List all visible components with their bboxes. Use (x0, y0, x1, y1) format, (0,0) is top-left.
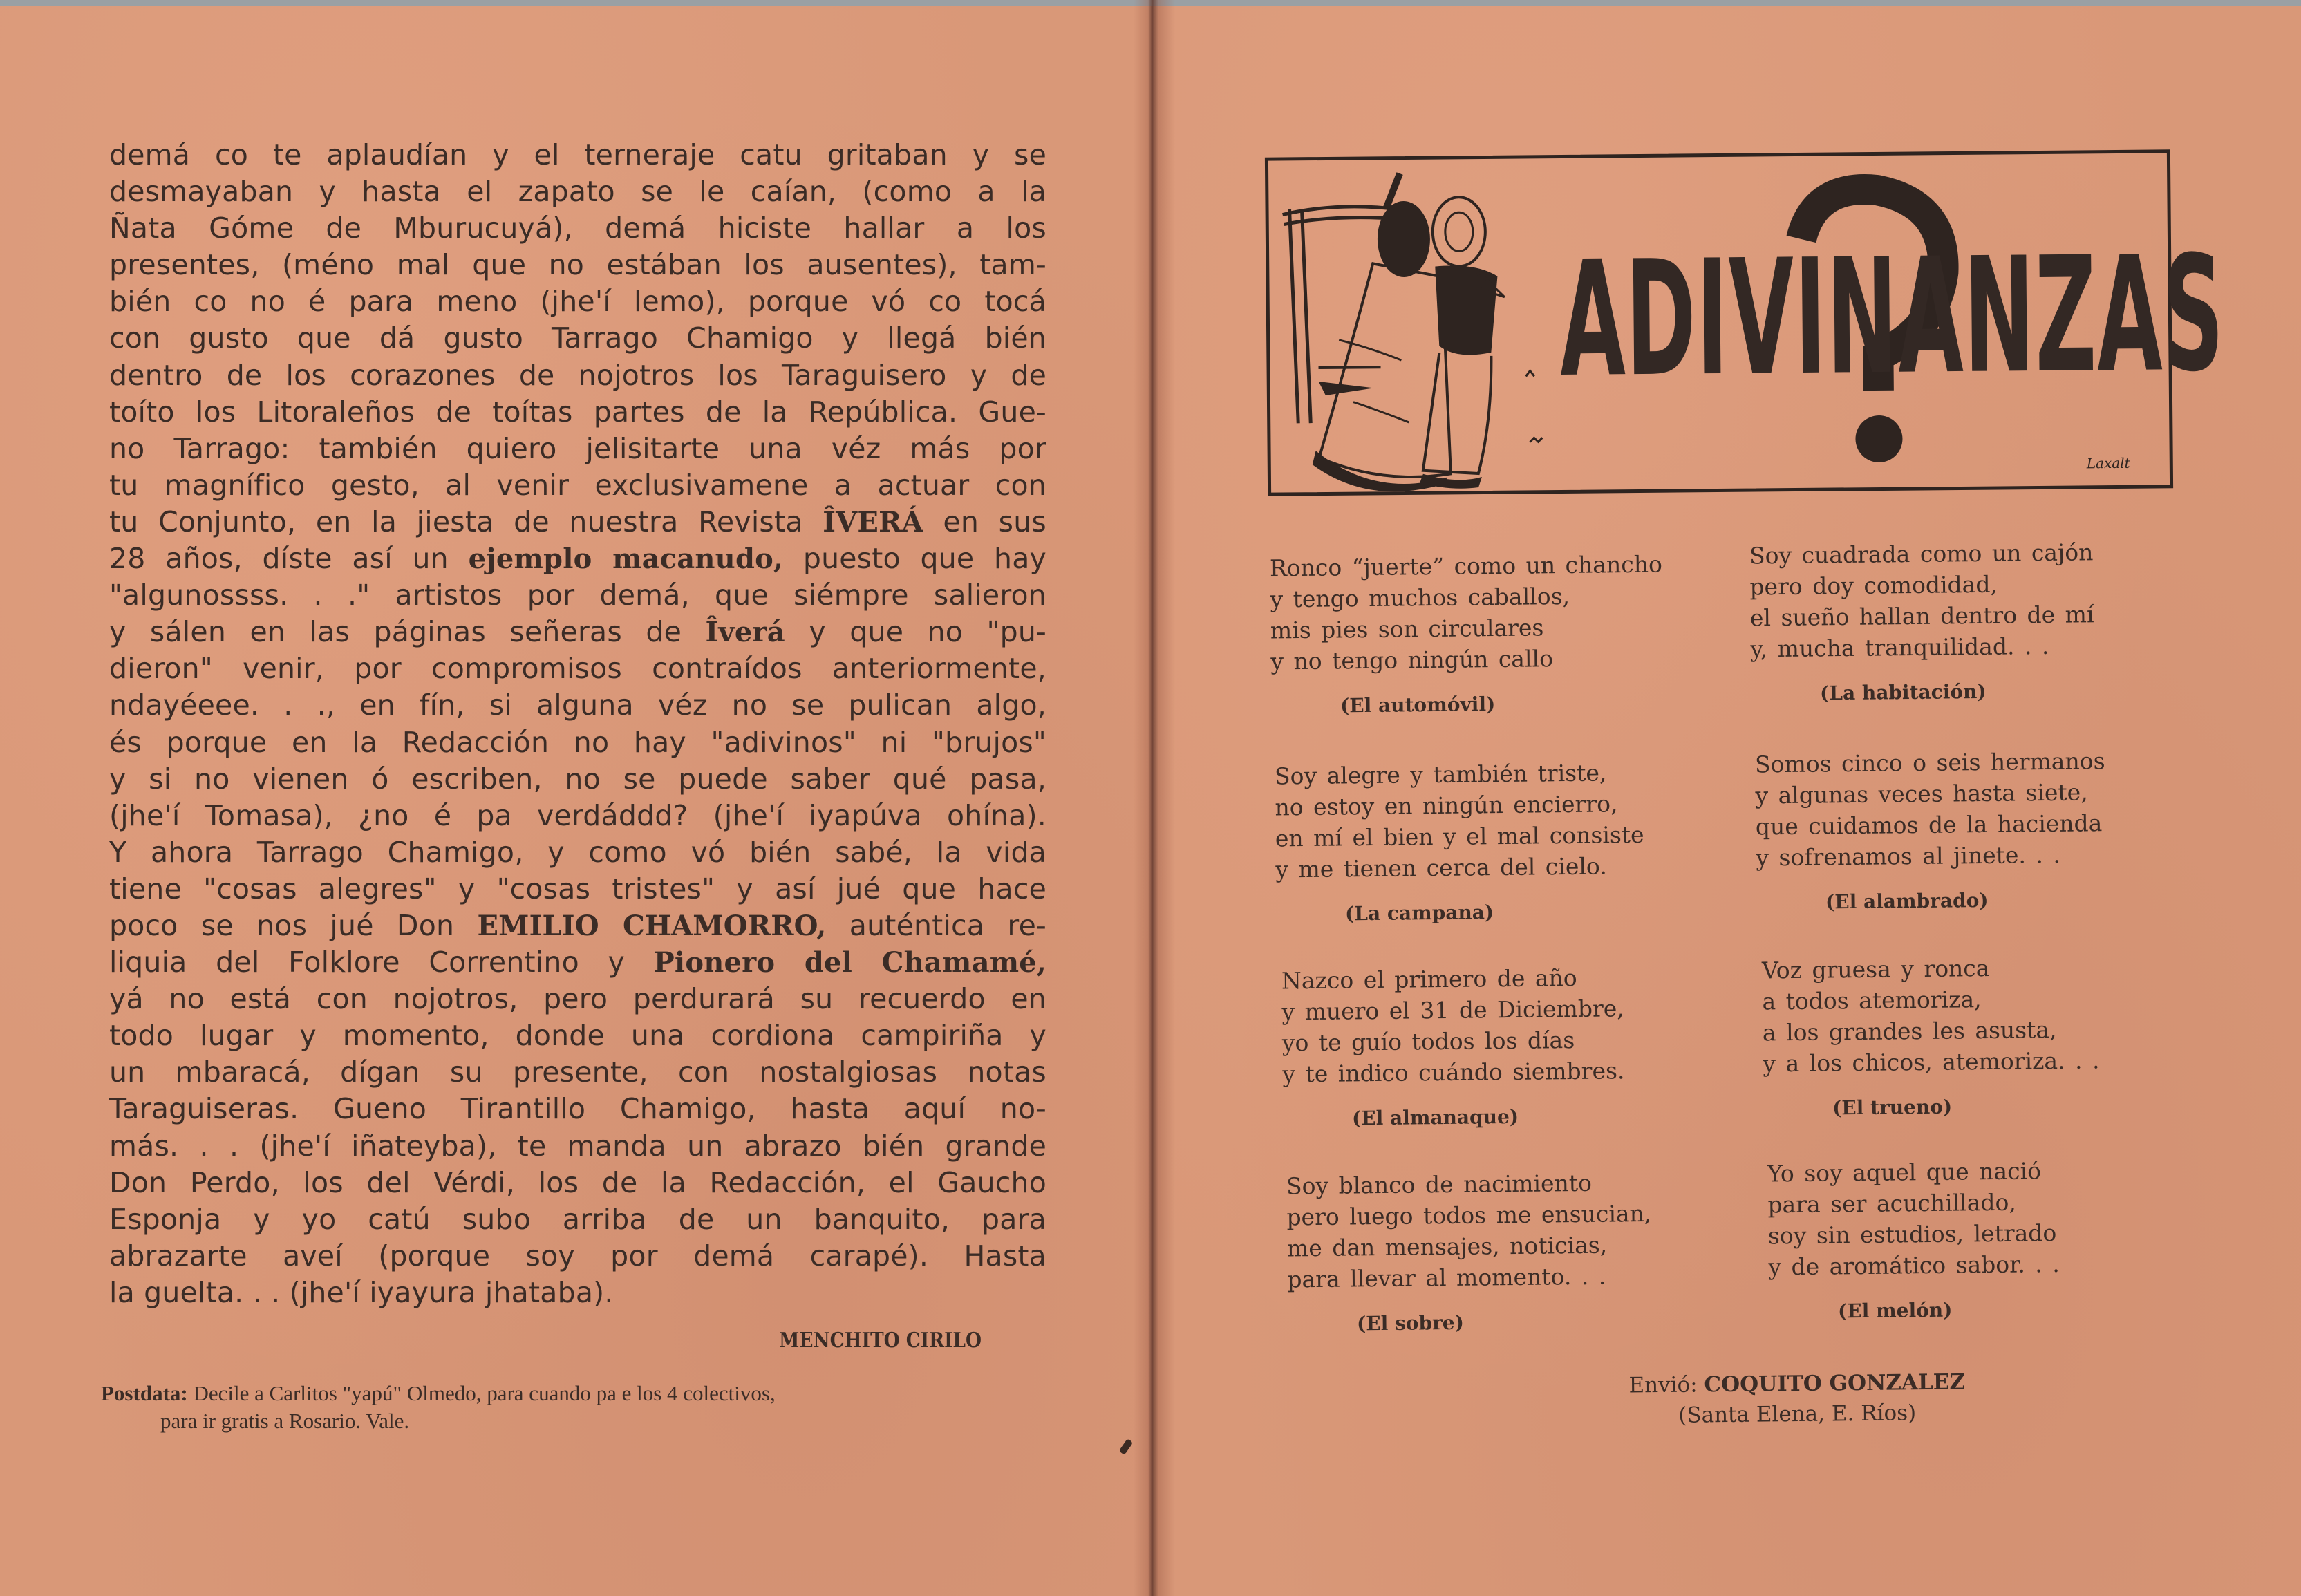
riddle-line: no estoy en ningún encierro, (1275, 790, 1618, 821)
riddle-answer: (La habitación) (1819, 679, 1987, 705)
article-line: Don Perdo, los del Vérdi, los de la Redacción, el Gaucho (109, 1165, 1046, 1199)
riddle-line: para llevar al momento. . . (1287, 1262, 1606, 1293)
riddle-line: Yo soy aquel que nació (1767, 1157, 2042, 1187)
riddle-answer: (El melón) (1837, 1298, 1953, 1323)
riddle (1275, 756, 1733, 930)
riddle-line: Voz gruesa y ronca (1761, 955, 1990, 984)
riddle-line: y te indico cuándo siembres. (1282, 1057, 1625, 1088)
credit-label: Envió: (1628, 1372, 1704, 1398)
article-line: ndayéeee. . ., en fín, si alguna véz no se pulican algo, (109, 688, 1046, 722)
riddle (1755, 744, 2213, 919)
article-line: un mbaracá, dígan su presente, con nostalgiosas notas (109, 1055, 1046, 1089)
text-run: poco se nos jué Don (109, 908, 478, 942)
riddle-line: y me tienen cerca del cielo. (1275, 852, 1607, 883)
article-line (109, 908, 1046, 944)
article-line: tiene "cosas alegres" y "cosas tristes" y así jué que hace (109, 872, 1046, 905)
article-line: Y ahora Tarrago Chamigo, y como vó bién sabé, la vida (109, 835, 1046, 869)
banner-title: ADIVINANZAS (1559, 222, 2226, 413)
riddle-line: y de aromático sabor. . . (1768, 1250, 2060, 1281)
riddle-line: Soy cuadrada como un cajón (1749, 538, 2094, 570)
riddle (1767, 1154, 2226, 1328)
riddle-line: y sofrenamos al jinete. . . (1756, 841, 2061, 872)
article-line: tu magnífico gesto, al venir exclusivamene a actuar con (109, 468, 1046, 502)
riddle-answer: (La campana) (1344, 901, 1494, 926)
adivinanzas-banner (1265, 149, 2226, 496)
text-run: en sus (923, 505, 1046, 538)
riddle-line: y no tengo ningún callo (1270, 645, 1554, 675)
author-signature: MENCHITO CIRILO (779, 1329, 982, 1353)
article-line: todo lugar y momento, donde una cordiona campiriña y (109, 1019, 1046, 1053)
title-bold: Pionero del Chamamé, (653, 946, 1046, 979)
article-line: presentes, (méno mal que no estában los ausentes), tam- (109, 248, 1046, 282)
article-line (109, 504, 1046, 541)
article-line: bién co no é para meno (jhe'í lemo), porque vó co tocá (109, 285, 1046, 319)
article-line: toíto los Litoraleños de toítas partes de la República. Gue- (109, 395, 1046, 429)
riddle-line: para ser acuchillado, (1767, 1188, 2017, 1219)
riddle-line: yo te guío todos los días (1281, 1026, 1575, 1057)
article-line (109, 944, 1046, 981)
article-line: y si no vienen ó escriben, no se puede saber qué pasa, (109, 762, 1046, 796)
article-line: más. . . (jhe'í iñateyba), te manda un abrazo bién grande (109, 1129, 1046, 1163)
text-run: puesto que hay (783, 542, 1047, 576)
article-line: abrazarte aveí (porque soy por demá carapé). Hasta (109, 1239, 1046, 1273)
riddle-line: en mí el bien y el mal consiste (1275, 820, 1644, 852)
article-line: (jhe'í Tomasa), ¿no é pa verdáddd? (jhe'í iyapúva ohína). (109, 798, 1046, 832)
artist-signature: Laxalt (2086, 454, 2130, 472)
article-line: dieron" venir, por compromisos contraídos anteriormente, (109, 652, 1046, 686)
riddle-line: pero doy comodidad, (1749, 570, 1998, 601)
riddle-line: Somos cinco o seis hermanos (1754, 747, 2105, 778)
riddle (1270, 548, 1728, 722)
riddle-line: que cuidamos de la hacienda (1755, 809, 2103, 841)
article-line: "algunossss. . ." artistos por demá, que siémpre salieron (109, 579, 1046, 612)
emphasis-bold: ejemplo macanudo, (468, 543, 784, 576)
article-line: dentro de los corazones de nojotros los Taraguisero y de (109, 358, 1046, 392)
article-line: la guelta. . . (jhe'í iyayura jhataba). (109, 1275, 614, 1309)
text-run: 28 años, díste así un (109, 542, 469, 576)
riddle-line: mis pies son circulares (1270, 614, 1544, 644)
credit-place: (Santa Elena, E. Ríos) (1678, 1400, 1917, 1428)
postdata-label: Postdata: (101, 1381, 188, 1405)
article-line (109, 541, 1046, 577)
magazine-name-bold: Îverá (705, 616, 785, 649)
riddle-line: soy sin estudios, letrado (1767, 1219, 2057, 1250)
credit-name: COQUITO GONZALEZ (1704, 1369, 1966, 1398)
riddle-answer: (El alambrado) (1825, 888, 1989, 914)
riddle-line: y tengo muchos caballos, (1270, 582, 1570, 613)
text-run: liquia del Folklore Correntino y (109, 946, 654, 979)
riddle-line: y, mucha tranquilidad. . . (1750, 632, 2049, 663)
riddle-line: pero luego todos me ensucian, (1286, 1199, 1652, 1231)
riddle-line: a los grandes les asusta, (1762, 1015, 2057, 1046)
article-line: Taraguiseras. Gueno Tirantillo Chamigo, hasta aquí no- (109, 1092, 1046, 1126)
riddle-line: me dan mensajes, noticias, (1286, 1231, 1608, 1262)
riddle-answer: (El automóvil) (1340, 693, 1496, 717)
riddle (1281, 961, 1740, 1135)
text-run: y que no "pu- (785, 615, 1047, 649)
article-line: Esponja y yo catú subo arriba de un banquito, para (109, 1202, 1046, 1236)
text-run: auténtica re- (826, 908, 1046, 942)
article-body (109, 137, 1046, 1311)
riddle-line: a todos atemoriza, (1762, 986, 1982, 1015)
riddle (1286, 1166, 1745, 1340)
article-line (109, 614, 1046, 650)
riddle-line: el sueño hallan dentro de mí (1749, 601, 2094, 632)
text-run: tu Conjunto, en la jiesta de nuestra Revista (109, 505, 823, 538)
article-line: és porque en la Redacción no hay "adivinos" ni "brujos" (109, 725, 1046, 759)
riddle-line: y algunas veces hasta siete, (1755, 778, 2088, 809)
article-line: demá co te aplaudían y el terneraje catu gritaban y se (109, 138, 1046, 171)
article-line: con gusto que dá gusto Tarrago Chamigo y llegá bién (109, 321, 1046, 355)
credit-line (1590, 1367, 2004, 1401)
riddle-line: y a los chicos, atemoriza. . . (1763, 1046, 2100, 1078)
riddle-line: y muero el 31 de Diciembre, (1281, 995, 1624, 1026)
postdata-line (101, 1380, 1041, 1407)
riddle-answer: (El sobre) (1356, 1311, 1465, 1335)
riddle-line: Ronco “juerte” como un chancho (1269, 550, 1663, 582)
name-bold: EMILIO CHAMORRO, (477, 909, 827, 942)
article-line: Ñata Góme de Mburucuyá), demá hiciste hallar a los (109, 212, 1046, 245)
text-run: y sálen en las páginas señeras de (109, 615, 706, 649)
article-line: yá no está con nojotros, pero perdurará su recuerdo en (109, 982, 1046, 1016)
riddle-line: Soy alegre y también triste, (1274, 759, 1607, 790)
riddle-line: Soy blanco de nacimiento (1286, 1169, 1593, 1200)
postdata-line: para ir gratis a Rosario. Vale. (160, 1409, 410, 1433)
riddle-answer: (El almanaque) (1351, 1105, 1519, 1130)
riddle (1762, 950, 2220, 1125)
riddle (1749, 536, 2208, 710)
riddle-line: Nazco el primero de año (1281, 964, 1577, 995)
contributor-credit (1590, 1367, 2005, 1431)
page-gutter (1134, 0, 1175, 1596)
postdata (101, 1380, 1041, 1435)
magazine-name-bold: ÎVERÁ (823, 505, 923, 538)
article-line: no Tarrago: también quiero jelisitarte una véz más por (109, 431, 1046, 465)
riddle-answer: (El trueno) (1832, 1095, 1953, 1120)
postdata-text: Decile a Carlitos "yapú" Olmedo, para cuando pa e los 4 colectivos, (187, 1381, 776, 1405)
article-line: desmayaban y hasta el zapato se le caían, (como a la (109, 175, 1046, 209)
